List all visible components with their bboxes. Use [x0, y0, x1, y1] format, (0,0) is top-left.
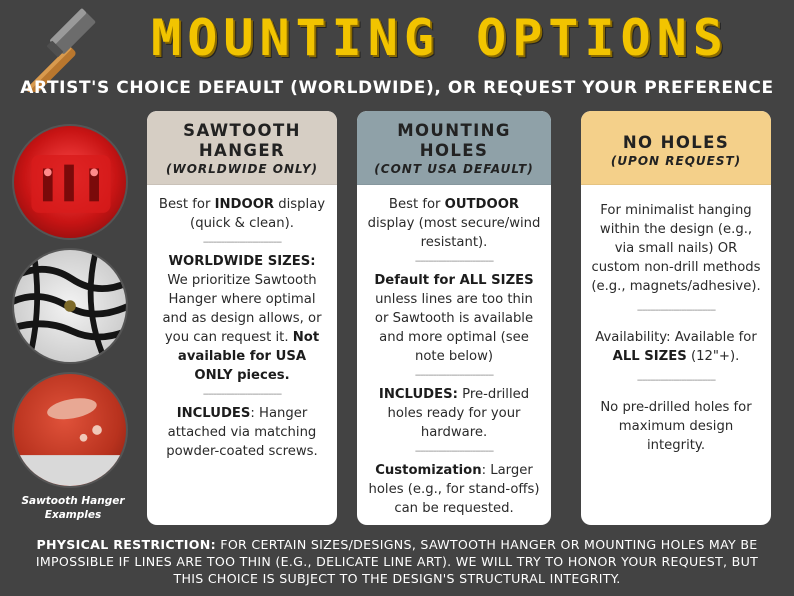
card-header	[581, 111, 771, 185]
card-section-includes: INCLUDES: Hanger attached via matching powder-coated screws.	[166, 406, 318, 459]
card-section-availability: Availability: Available for ALL SIZES (12"+).	[595, 330, 757, 364]
card-section-usage: Best for INDOOR display (quick & clean).	[158, 197, 326, 231]
sawtooth-example-photo-3	[12, 372, 128, 488]
card-section-usage: Best for OUTDOOR display (most secure/wind resistant).	[367, 197, 541, 250]
examples-caption: Sawtooth Hanger Examples	[21, 495, 125, 521]
card-subtitle: (UPON REQUEST)	[610, 154, 742, 168]
divider: ------------------------------	[202, 238, 282, 248]
divider: ------------------------------	[636, 376, 716, 386]
divider: ------------------------------	[636, 306, 716, 316]
page-title: MOUNTING OPTIONS	[151, 9, 729, 67]
card-title-line2: HANGER	[198, 141, 286, 160]
card-mounting-holes	[357, 111, 551, 525]
card-section-integrity: No pre-drilled holes for maximum design integrity.	[600, 400, 752, 453]
card-title: SAWTOOTH	[183, 121, 301, 140]
card-section-usage: For minimalist hanging within the design (e.g., via small nails) OR custom non-drill methods (e.g., magnets/adhesive).	[591, 203, 761, 294]
card-header	[357, 111, 551, 185]
card-body	[581, 185, 771, 455]
card-section-sizes: WORLDWIDE SIZES: We prioritize Sawtooth Hanger where optimal and as design allows, or you can request it. Not available for USA ONLY pieces.	[162, 254, 322, 383]
divider: ------------------------------	[202, 390, 282, 400]
card-section-default: Default for ALL SIZES unless lines are too thin or Sawtooth is available and more optimal (see note below)	[374, 273, 534, 364]
physical-restriction-note: PHYSICAL RESTRICTION: FOR CERTAIN SIZES/DESIGNS, SAWTOOTH HANGER OR MOUNTING HOLES MAY BE IMPOSSIBLE IF LINES ARE TOO THIN (E.G., DELICATE LINE ART). WE WILL TRY TO HONOR YOUR REQUEST, BUT THIS CHOICE IS SUBJECT TO THE DESIGN'S STRUCTURAL INTEGRITY.	[35, 537, 759, 586]
sawtooth-example-photo-2	[12, 248, 128, 364]
card-sawtooth-hanger	[147, 111, 337, 525]
sawtooth-example-photo-1	[12, 124, 128, 240]
card-section-includes: INCLUDES: Pre-drilled holes ready for your hardware.	[378, 387, 530, 440]
card-title-line2: HOLES	[419, 141, 489, 160]
card-section-customization: Customization: Larger holes (e.g., for stand-offs) can be requested.	[368, 463, 540, 516]
card-title: MOUNTING	[397, 121, 511, 140]
divider: ------------------------------	[414, 257, 494, 267]
card-title: NO HOLES	[622, 133, 730, 152]
divider: ------------------------------	[414, 447, 494, 457]
page-subtitle: ARTIST'S CHOICE DEFAULT (WORLDWIDE), OR REQUEST YOUR PREFERENCE	[20, 78, 774, 98]
divider: ------------------------------	[414, 371, 494, 381]
card-no-holes	[581, 111, 771, 525]
card-body	[357, 185, 551, 518]
card-header	[147, 111, 337, 185]
card-subtitle: (WORLDWIDE ONLY)	[165, 162, 318, 176]
card-subtitle: (CONT USA DEFAULT)	[374, 162, 534, 176]
card-body	[147, 185, 337, 461]
